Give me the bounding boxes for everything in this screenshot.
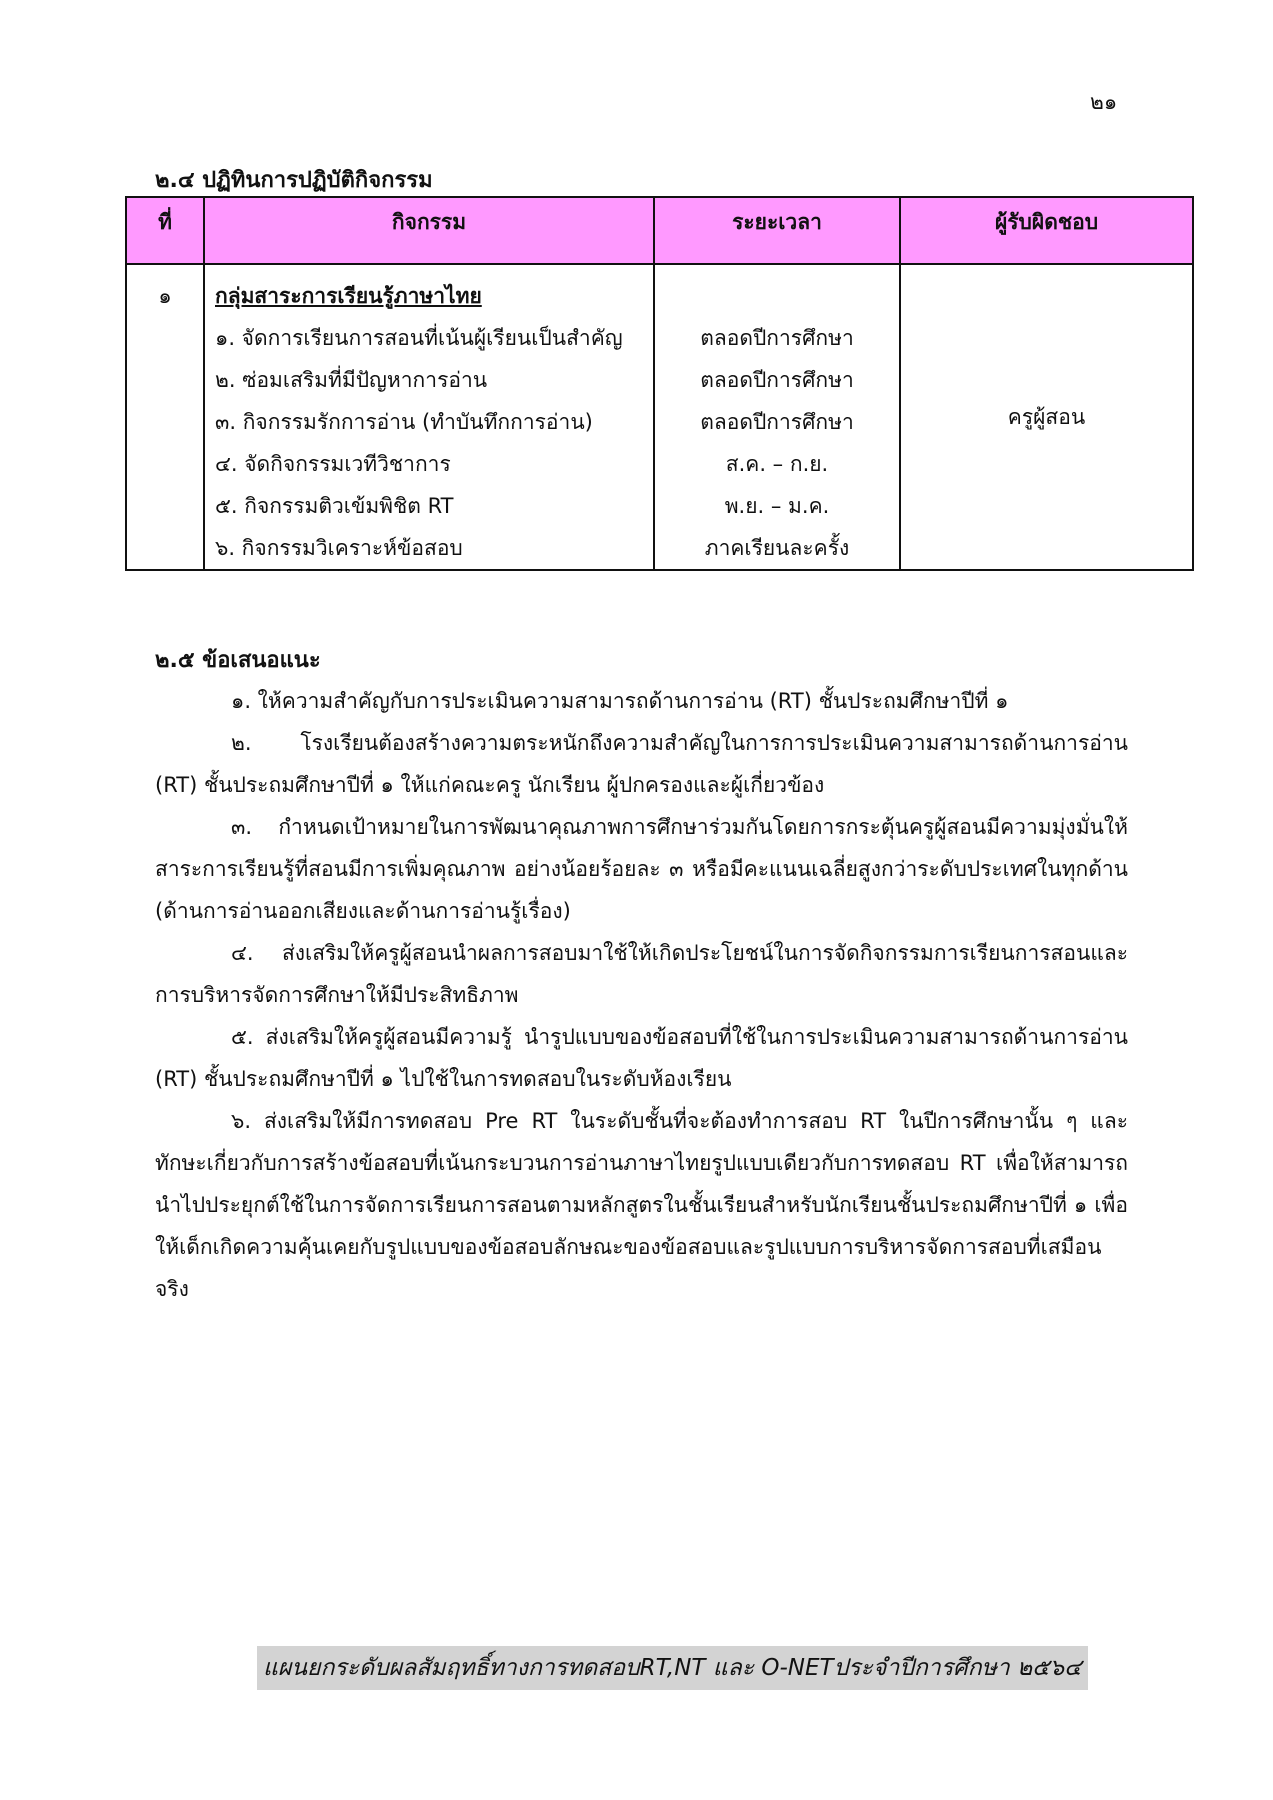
header-activity: กิจกรรม <box>204 197 654 264</box>
period-item: พ.ย. – ม.ค. <box>724 494 830 518</box>
recommendation-item: ๒. โรงเรียนต้องสร้างความตระหนักถึงความสำคัญในการการประเมินความสามารถด้านการอ่าน (RT) ชั้นประถมศึกษาปีที่ ๑ ให้แก่คณะครู นักเรียน ผู้ปกครองและผู้เกี่ยวข้อง <box>155 731 1128 797</box>
recommendation-item: ๓. กำหนดเป้าหมายในการพัฒนาคุณภาพการศึกษาร่วมกันโดยการกระตุ้นครูผู้สอนมีความมุ่งมั่นให้สาระการเรียนรู้ที่สอนมีการเพิ่มคุณภาพ อย่างน้อยร้อยละ ๓ หรือมีคะแนนเฉลี่ยสูงกว่าระดับประเทศในทุกด้าน (ด้านการอ่านออกเสียงและด้านการอ่านรู้เรื่อง) <box>155 815 1128 923</box>
activity-calendar-table <box>125 196 1194 571</box>
header-no: ที่ <box>126 197 204 264</box>
period-item: ตลอดปีการศึกษา <box>700 368 854 392</box>
activities-cell <box>204 264 654 570</box>
period-item: ภาคเรียนละครั้ง <box>704 536 850 560</box>
header-period: ระยะเวลา <box>654 197 900 264</box>
period-item: ตลอดปีการศึกษา <box>700 410 854 434</box>
header-responsible: ผู้รับผิดชอบ <box>900 197 1193 264</box>
recommendation-item: ๕. ส่งเสริมให้ครูผู้สอนมีความรู้ นำรูปแบบของข้อสอบที่ใช้ในการประเมินความสามารถด้านการอ่าน (RT) ชั้นประถมศึกษาปีที่ ๑ ไปใช้ในการทดสอบในระดับห้องเรียน <box>155 1025 1128 1091</box>
activity-item: ๕. กิจกรรมติวเข้มพิชิต RT <box>215 494 454 518</box>
activity-item: ๑. จัดการเรียนการสอนที่เน้นผู้เรียนเป็นสำคัญ <box>215 326 623 350</box>
recommendations-list <box>155 680 1128 1310</box>
row-no-text: ๑ <box>158 284 172 308</box>
recommendation-item: ๔. ส่งเสริมให้ครูผู้สอนนำผลการสอบมาใช้ให้เกิดประโยชน์ในการจัดกิจกรรมการเรียนการสอนและการบริหารจัดการศึกษาให้มีประสิทธิภาพ <box>155 941 1128 1007</box>
activity-item: ๖. กิจกรรมวิเคราะห์ข้อสอบ <box>215 536 463 560</box>
activity-item: ๔. จัดกิจกรรมเวทีวิชาการ <box>215 452 451 476</box>
section-title-recommendations: ๒.๕ ข้อเสนอแนะ <box>155 648 321 673</box>
periods-cell <box>654 264 900 570</box>
activity-item: ๓. กิจกรรมรักการอ่าน (ทำบันทึกการอ่าน) <box>215 410 593 434</box>
page-number: ๒๑ <box>1090 90 1118 114</box>
table-header-row <box>126 197 1193 264</box>
table-row <box>126 264 1193 570</box>
group-name: กลุ่มสาระการเรียนรู้ภาษาไทย <box>215 284 482 308</box>
period-item: ส.ค. – ก.ย. <box>725 452 829 476</box>
responsible-text: ครูผู้สอน <box>1007 404 1086 429</box>
page-footer: แผนยกระดับผลสัมฤทธิ์ทางการทดสอบRT,NT และ O-NETประจำปีการศึกษา ๒๕๖๔ <box>257 1646 1088 1690</box>
activity-item: ๒. ซ่อมเสริมที่มีปัญหาการอ่าน <box>215 368 488 392</box>
recommendation-item: ๖. ส่งเสริมให้มีการทดสอบ Pre RT ในระดับชั้นที่จะต้องทำการสอบ RT ในปีการศึกษานั้น ๆ และทักษะเกี่ยวกับการสร้างข้อสอบที่เน้นกระบวนการอ่านภาษาไทยรูปแบบเดียวกับการทดสอบ RT เพื่อให้สามารถนำไปประยุกต์ใช้ในการจัดการเรียนการสอนตามหลักสูตรในชั้นเรียนสำหรับนักเรียนชั้นประถมศึกษาปีที่ ๑ เพื่อให้เด็กเกิดความคุ้นเคยกับรูปแบบของข้อสอบลักษณะของข้อสอบและรูปแบบการบริหารจัดการสอบที่เสมือนจริง <box>155 1109 1128 1301</box>
period-item: ตลอดปีการศึกษา <box>700 326 854 350</box>
recommendation-item: ๑. ให้ความสำคัญกับการประเมินความสามารถด้านการอ่าน (RT) ชั้นประถมศึกษาปีที่ ๑ <box>231 689 1009 713</box>
responsible-cell <box>900 264 1193 570</box>
section-title-calendar: ๒.๔ ปฏิทินการปฏิบัติกิจกรรม <box>155 168 433 193</box>
row-no <box>126 264 204 570</box>
